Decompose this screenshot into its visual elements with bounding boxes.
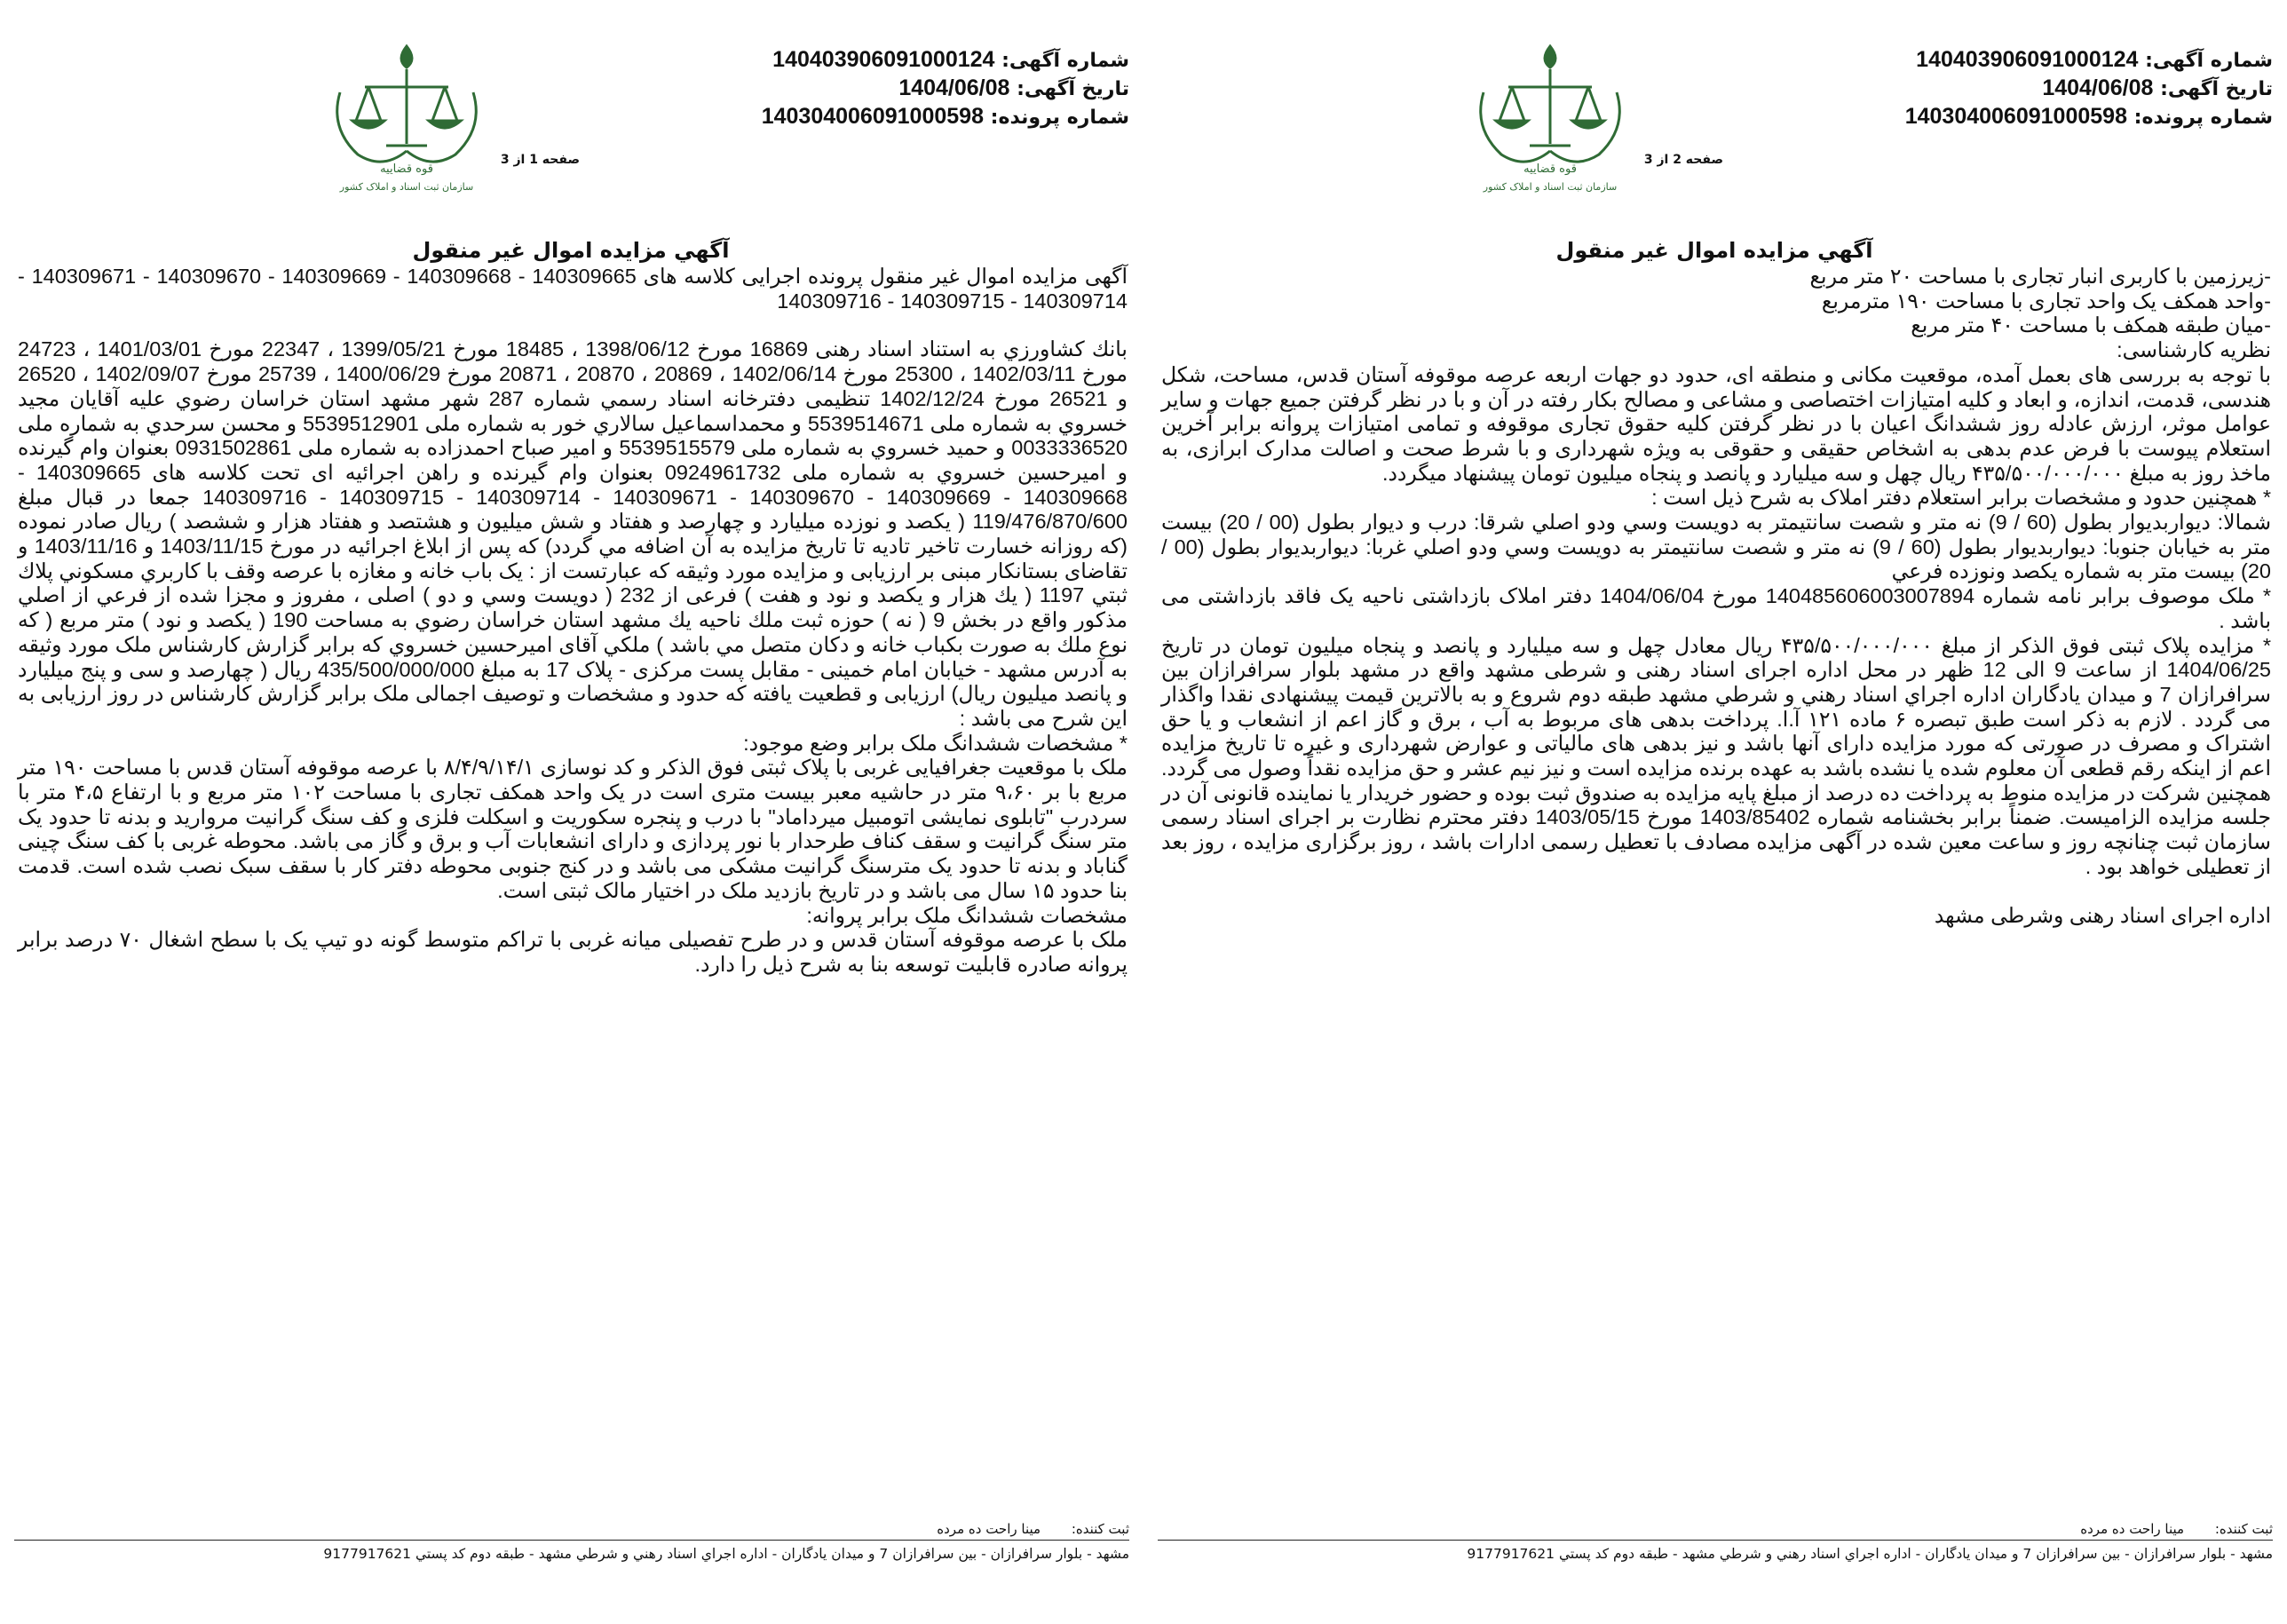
signer-name: مینا راحت ده مرده [937,1521,1041,1537]
ad-date-label: تاریخ آگهی: [1017,78,1129,100]
paragraph: ملک با موقعیت جغرافیایی غربی با پلاک ثبتی فوق الذکر و کد نوسازی ۸/۴/۹/۱۴/۱ با عرصه موقوفه آستان قدس با مساحت ۱۹۰ متر مربع با بر ۹،۶۰ متر در حاشیه معبر بیست متری است در یک واحد همکف تجاری با مساحت ۱۰۲ متر مربع و با ارتفاع ۴،۵ متر با سردرب "تابلوی نمایشی اتومبیل میرداماد" با درب و پنجره سکوریت و اسکلت فلزی و کف سنگ گرانیت مروارید و بدنه تا حدود یک متر سنگ گرانیت و سقف کناف طرحدار با نور پردازی و دارای انشعابات آب و برق و گاز می باشد. محوطه غربی با کف سنگ چینی گناباد و بدنه تا حدود یک مترسنگ گرانیت مشکی می باشد و در کنج جنوبی محوطه دفتر کار با سقف سبک نصب شده است. قدمت بنا حدود ۱۵ سال می باشد و در تاریخ بازدید ملک در اختیار مالک ثبتی است. [18,756,1128,902]
ad-meta [1776,46,2273,131]
page-header [7,39,1135,234]
ad-meta [632,46,1129,131]
judiciary-emblem-icon [1457,39,1643,199]
ad-page-1 [7,0,1135,1624]
footer-divider [1158,1540,2273,1541]
paragraph: * همچنین حدود و مشخصات برابر استعلام دفتر املاک به شرح ذیل است : [1651,486,2271,510]
ad-page-2 [1151,0,2278,1624]
ad-number: 140403906091000124 [1916,47,2139,72]
file-number: 140304006091000598 [761,104,984,129]
ad-date-label: تاریخ آگهی: [2160,78,2273,100]
ad-date: 1404/06/08 [898,75,1010,100]
ad-body [1161,265,2271,928]
svg-text:قوه قضاییه: قوه قضاییه [1523,162,1577,176]
page-indicator: صفحه 2 از 3 [1643,153,1723,167]
spacer [1161,880,2271,904]
signer-name: مینا راحت ده مرده [2080,1521,2185,1537]
svg-text:سازمان ثبت اسناد و املاک کشور: سازمان ثبت اسناد و املاک کشور [339,181,474,193]
ad-number: 140403906091000124 [772,47,995,72]
paragraph: شمالا: ديواربديوار بطول (60 / 9) نه متر و شصت سانتيمتر به دويست وسي ودو اصلي شرقا: درب و ديوار بطول (00 / 20) بيست متر به خيابان جنوبا: ديواربديوار بطول (60 / 9) نه متر و شصت سانتيمتر به دويست وسي ودو اصلي غربا: ديواربديوار بطول (00 / 20) بيست متر به شماره يكصد ونوزده فرعي [1161,511,2272,583]
paragraph: بانك كشاورزي به استناد اسناد رهنی 16869 مورخ 1398/06/12 ، 18485 مورخ 1399/05/21 ، 22347 مورخ 1401/03/01 ، 24723 مورخ 1402/03/11 ، 25300 مورخ 1402/06/14 ، 20869 ، 20870 ، 20871 مورخ 1400/06/29 ، 25739 مورخ 1402/09/07 ، 26520 و 26521 مورخ 1402/12/24 تنظیمی دفترخانه اسناد رسمي شماره 287 شهر مشهد استان خراسان رضوي عليه آقايان مجيد خسروي به شماره ملی 5539514671 و محمداسماعيل سالاري خور به شماره ملی 5539512901 و محسن سرحدي به شماره ملی 0033336520 و حميد خسروي به شماره ملی 5539515579 و امير صباح احمدزاده به شماره ملی 0931502861 بعنوان وام گيرنده و اميرحسين خسروي به شماره ملی 0924961732 بعنوان وام گيرنده و راهن اجرائيه ای تحت کلاسه های 140309665 - 140309668 - 140309669 - 140309670 - 140309671 - 140309714 - 140309715 - 140309716 جمعا در قبال مبلغ 119/476/870/600 ( يكصد و نوزده ميليارد و چهارصد و هفتاد و شش ميليون و هشتصد و هفتاد هزار و ششصد ) ريال صادر نموده (كه روزانه خسارت تاخير تاديه تا تاريخ مزايده به آن اضافه مي گردد) كه پس از ابلاغ اجرائيه در مورخ 1403/11/15 و 1403/11/16 و تقاضای بستانکار مبنی بر ارزيابی و مزايده مورد وثيقه که عبارتست از : يک باب خانه و مغازه با عرصه وقف با كاربري مسكوني پلاك ثبتي 1197 ( يك هزار و يكصد و نود و هفت ) فرعی از 232 ( دويست وسي و دو ) اصلی ، مفروز و مجزا شده از فرعي از اصلي مذكور واقع در بخش 9 ( نه ) حوزه ثبت ملك ناحيه يك مشهد استان خراسان رضوي به مساحت 190 ( يكصد و نود ) متر مربع ( كه نوع ملك به صورت بكباب خانه و دكان متصل مي باشد ) ملكي آقای اميرحسين خسروي که برابر گزارش کارشناس ملک مورد وثيقه به آدرس مشهد - خيابان امام خمينی - مقابل پست مرکزی - پلاک 17 به مبلغ 435/500/000/000 ريال ( چهارصد و سی و پنج میلیارد و پانصد میلیون ریال) ارزيابی و قطعيت يافته که حدود و مشخصات و توصيف اجمالی ملک برابر گزارش کارشناس در روز ارزيابی به اين شرح می باشد : [18,337,1128,730]
svg-text:قوه قضاییه: قوه قضاییه [380,162,433,176]
judiciary-emblem-icon [313,39,500,199]
paragraph: ملک با عرصه موقوفه آستان قدس و در طرح تفصیلی میانه غربی با تراکم متوسط گونه دو تیپ یک با سطح اشغال ۷۰ درصد برابر پروانه صادره قابلیت توسعه بنا به شرح ذیل را دارد. [18,928,1128,976]
page-indicator: صفحه 1 از 3 [500,153,580,167]
paragraph: * مشخصات ششدانگ ملک برابر وضع موجود: [743,731,1128,755]
signer [14,1520,1129,1538]
ad-date: 1404/06/08 [2042,75,2154,100]
ad-title: آگهي مزايده اموال غير منقول [1555,238,1873,263]
paragraph: * مزایده پلاک ثبتی فوق الذکر از مبلغ ۴۳۵/۵۰۰/۰۰۰/۰۰۰ ریال معادل چهل و سه میلیارد و پانصد و پنجاه میلیون تومان در تاریخ 1404/06/25 از ساعت 9 الی 12 ظهر در محل اداره اجرای اسناد رهنی و شرطی مشهد واقع در مشهد بلوار سرافرازان بين سرافرازان 7 و ميدان يادگاران اداره اجراي اسناد رهني و شرطي مشهد طبقه دوم شروع و به بالاترین قیمت پیشنهادی نقدا واگذار می گردد . لازم به ذکر است طبق تبصره ۶ ماده ۱۲۱ آ.ا. پرداخت بدهی های مربوط به آب ، برق و گاز اعم از انشعاب و یا حق اشتراک و مصرف در صورتی که مورد مزایده دارای آنها باشد و نیز بدهی های مالیاتی و عوارض شهرداری و غیره تا تاریخ مزایده اعم از اینکه رقم قطعی آن معلوم شده یا نشده باشد به عهده برنده مزایده است و نیز نیم عشر و حق مزایده نقداً وصول می گردد. همچنین شرکت در مزایده منوط به پرداخت ده درصد از مبلغ پایه مزایده به صندوق ثبت بوده و حضور خریدار یا نماینده قانونی آن در جلسه مزایده الزامیست. ضمناً برابر بخشنامه شماره 1403/85402 مورخ 1403/05/15 دفتر محترم نظارت بر اجرای اسناد رسمی سازمان ثبت چنانچه روز و ساعت معین شده در آگهی مزایده مصادف با تعطیل رسمی ادارات باشد ، روز برگزاری مزایده ، روز بعد از تعطیلی خواهد بود . [1161,633,2272,878]
ad-title: آگهي مزايده اموال غير منقول [412,238,730,263]
signer-label: ثبت کننده: [2214,1521,2273,1537]
paragraph: نظریه کارشناسی: [2117,338,2271,362]
file-number-row [1776,103,2273,131]
ad-number-row [632,46,1129,75]
ad-number-label: شماره آگهی: [2145,50,2273,72]
ad-number-row [1776,46,2273,75]
file-number: 140304006091000598 [1904,104,2127,129]
file-number-label: شماره پرونده: [2133,107,2273,129]
ad-number-label: شماره آگهی: [1001,50,1129,72]
issuing-office: اداره اجرای اسناد رهنی وشرطی مشهد [1934,903,2271,927]
page-footer [14,1520,1129,1564]
paragraph: -میان طبقه همکف با مساحت ۴۰ متر مربع [1911,313,2271,337]
ad-date-row [1776,75,2273,103]
page-footer [1158,1520,2273,1564]
ad-body [18,265,1128,978]
signer [1158,1520,2273,1538]
file-number-row [632,103,1129,131]
svg-text:سازمان ثبت اسناد و املاک کشور: سازمان ثبت اسناد و املاک کشور [1483,181,1618,193]
file-number-label: شماره پرونده: [990,107,1129,129]
paragraph: * ملک موصوف برابر نامه شماره 140485606003007894 مورخ 1404/06/04 دفتر املاک بازداشتی ناحیه یک فاقد بازداشتی می باشد . [1161,584,2271,632]
signer-label: ثبت کننده: [1071,1521,1129,1537]
paragraph: با توجه به بررسی های بعمل آمده، موقعیت مکانی و منطقه ای، حدود دو جهات اربعه عرصه موقوفه آستان قدس، مساحت، شکل هندسی، قدمت، اندازه، و ابعاد و کلیه امتیازات اختصاصی و مشاعی و مصالح بکار رفته در آن و با در نظر گرفتن جمیع جهات و سایر عوامل موثر، ارزش عادله روز ششدانگ اعیان با در نظر گرفتن کلیه حقوق تجاری موقوفه و تمامی امتیازات پروانه برابر آخرین استعلام پیوست با فرض عدم بدهی به اشخاص حقیقی و حقوقی به ویژه شهرداری و با شرط صحت و اصالت مدارک ابرازی، به ماخذ روز به مبلغ ۴۳۵/۵۰۰/۰۰۰/۰۰۰ ریال چهل و سه میلیارد و پانصد و پنجاه میلیون تومان پیشنهاد میگردد. [1161,362,2271,485]
office-address: مشهد - بلوار سرافرازان - بين سرافرازان 7 و ميدان يادگاران - اداره اجراي اسناد رهني و شرطي مشهد - طبقه دوم كد پستي 9177917621 [1467,1546,2273,1562]
ad-date-row [632,75,1129,103]
page-header [1151,39,2278,234]
spacer [18,313,1128,337]
paragraph: -واحد همکف یک واحد تجاری با مساحت ۱۹۰ مترمربع [1821,289,2271,313]
paragraph: -زیرزمین با کاربری انبار تجاری با مساحت ۲۰ متر مربع [1809,265,2271,288]
paragraph: مشخصات ششدانگ ملک برابر پروانه: [806,903,1128,927]
office-address: مشهد - بلوار سرافرازان - بين سرافرازان 7 و ميدان يادگاران - اداره اجراي اسناد رهني و شرطي مشهد - طبقه دوم كد پستي 9177917621 [323,1546,1129,1562]
footer-divider [14,1540,1129,1541]
paragraph: آگهی مزایده اموال غیر منقول پرونده اجرایی کلاسه های 140309665 - 140309668 - 140309669 - 140309670 - 140309671 - 140309714 - 140309715 - 140309716 [18,265,1128,313]
